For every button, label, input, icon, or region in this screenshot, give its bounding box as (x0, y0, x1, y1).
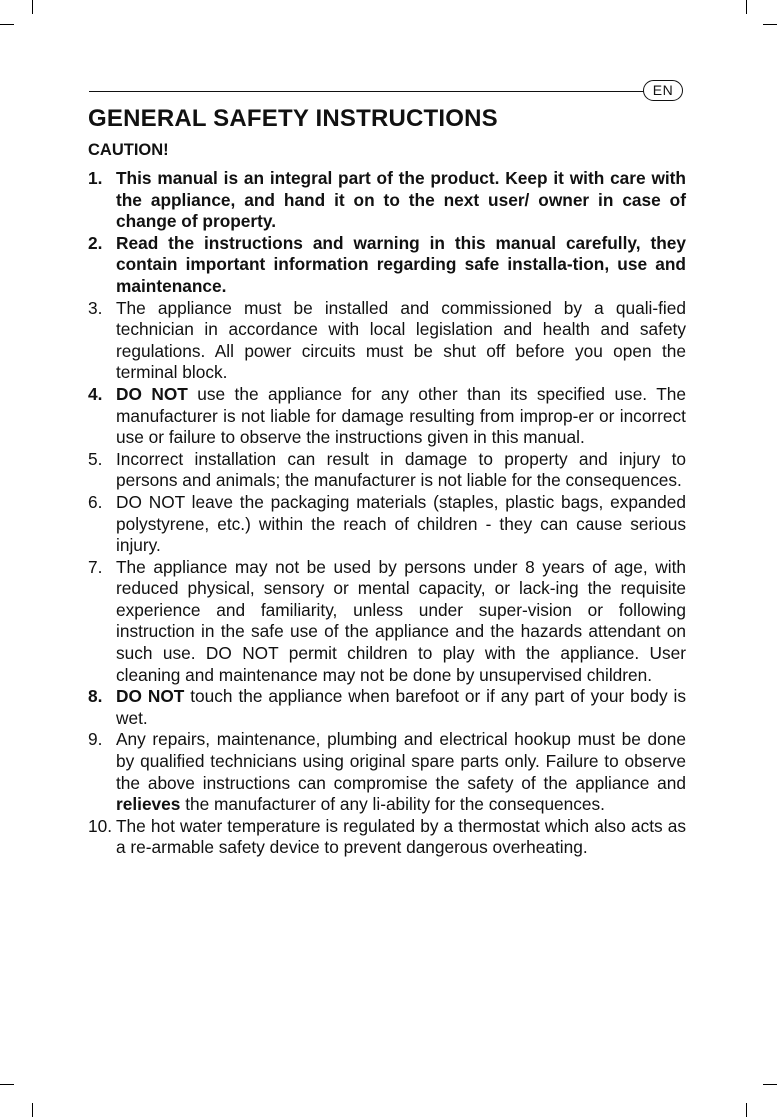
language-badge: EN (643, 80, 683, 101)
list-item (88, 298, 686, 384)
item-emphasis: DO NOT (116, 686, 185, 707)
list-item (88, 384, 686, 449)
crop-mark-left-bottom (0, 1084, 14, 1085)
item-number: 3. (88, 297, 103, 318)
list-item (88, 816, 686, 859)
item-emphasis: relieves (116, 794, 181, 815)
item-number: 9. (88, 729, 103, 750)
page-title: GENERAL SAFETY INSTRUCTIONS (88, 105, 498, 132)
caution-heading: CAUTION! (88, 141, 169, 159)
item-text: Read the instructions and warning in this manual carefully, they contain important information regarding safe installa-tion, use and maintenance. (116, 232, 686, 296)
item-text: The appliance may not be used by persons under 8 years of age, with reduced physical, sensory or mental capacity, or lack-ing the requisite experience and familiarity, unless under super-vision or following instruction in the safe use of the appliance and the hazards attendant on such use. DO NOT permit children to play with the appliance. User cleaning and maintenance may not be done by unsupervised children. (116, 556, 686, 685)
item-number: 1. (88, 168, 103, 188)
item-body (116, 686, 686, 729)
item-body (116, 729, 686, 815)
item-number: 8. (88, 686, 103, 707)
safety-instructions-list (88, 168, 686, 859)
crop-mark-bottom-left (32, 1103, 33, 1117)
item-number: 6. (88, 491, 103, 512)
item-text: Incorrect installation can result in damage to property and injury to persons and animals; the manufacturer is not liable for the consequences. (116, 448, 686, 491)
item-text: This manual is an integral part of the product. Keep it with care with the appliance, and hand it on to the next user/ owner in case of change of property. (116, 168, 686, 232)
item-text: Any repairs, maintenance, plumbing and electrical hookup must be done by qualified technicians using original spare parts only. Failure to observe the above instructions can compromise the safety of the appliance and (116, 729, 686, 793)
item-emphasis: DO NOT (116, 383, 188, 404)
list-item (88, 686, 686, 729)
list-item (88, 168, 686, 233)
header-rule (89, 91, 644, 92)
list-item (88, 729, 686, 815)
item-number: 2. (88, 232, 103, 253)
item-number: 10. (88, 815, 113, 836)
item-number: 4. (88, 383, 103, 404)
item-text: The hot water temperature is regulated by a thermostat which also acts as a re-armable safety device to prevent dangerous overheating. (116, 815, 686, 858)
crop-mark-top-left (32, 0, 33, 14)
crop-mark-bottom-right (746, 1103, 747, 1117)
item-text: The appliance must be installed and commissioned by a quali-fied technician in accordance with local legislation and health and safety regulations. All power circuits must be shut off before you open the terminal block. (116, 297, 686, 383)
crop-mark-right-top (763, 24, 777, 25)
item-text: touch the appliance when barefoot or if any part of your body is wet. (116, 686, 686, 728)
list-item (88, 557, 686, 687)
list-item (88, 233, 686, 298)
list-item (88, 449, 686, 492)
list-item (88, 492, 686, 557)
item-body (116, 384, 686, 449)
item-text: the manufacturer of any li-ability for the consequences. (180, 794, 605, 815)
crop-mark-top-right (746, 0, 747, 14)
crop-mark-left-top (0, 24, 14, 25)
item-number: 5. (88, 448, 103, 469)
item-text: DO NOT leave the packaging materials (staples, plastic bags, expanded polystyrene, etc.) within the reach of children - they can cause serious injury. (116, 491, 686, 556)
item-text: use the appliance for any other than its specified use. The manufacturer is not liable for damage resulting from improp-er or incorrect use or failure to observe the instructions given in this manual. (116, 383, 687, 448)
item-number: 7. (88, 556, 103, 577)
crop-mark-right-bottom (763, 1084, 777, 1085)
